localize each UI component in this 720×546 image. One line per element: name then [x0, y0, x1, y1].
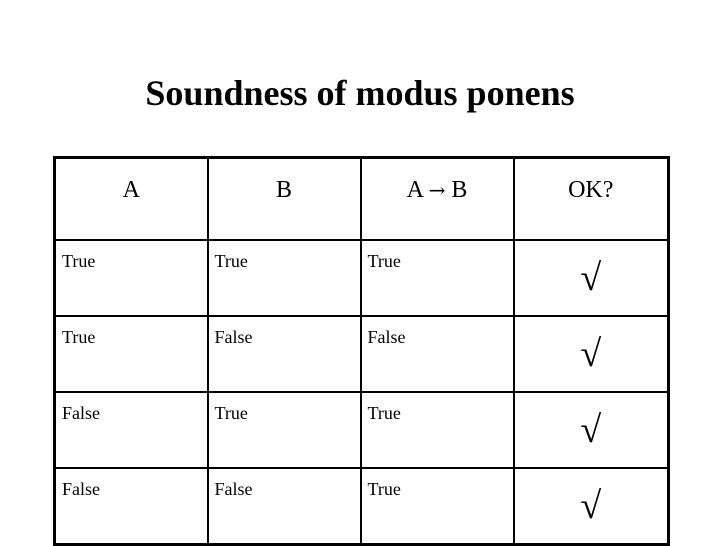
header-impl-right: B	[451, 177, 468, 203]
cell-a: False	[55, 392, 208, 468]
cell-a: True	[55, 240, 208, 316]
table-row	[55, 240, 669, 316]
checkmark-icon: √	[514, 392, 669, 468]
checkmark-icon: √	[514, 316, 669, 392]
cell-a: False	[55, 468, 208, 545]
table-row	[55, 316, 669, 392]
checkmark-icon: √	[514, 468, 669, 545]
cell-b: True	[208, 392, 361, 468]
table-row	[55, 468, 669, 545]
header-impl-left: A	[406, 177, 423, 203]
implication-arrow: →	[428, 178, 446, 202]
cell-implication: False	[361, 316, 514, 392]
cell-implication: True	[361, 468, 514, 545]
cell-b: False	[208, 468, 361, 545]
cell-implication: True	[361, 240, 514, 316]
table-row	[55, 392, 669, 468]
truth-table	[53, 156, 670, 546]
slide-title: Soundness of modus ponens	[145, 73, 575, 113]
header-ok: OK?	[514, 158, 669, 241]
cell-a: True	[55, 316, 208, 392]
cell-b: True	[208, 240, 361, 316]
header-implication	[361, 158, 514, 241]
header-a: A	[55, 158, 208, 241]
checkmark-icon: √	[514, 240, 669, 316]
header-row	[55, 158, 669, 241]
cell-b: False	[208, 316, 361, 392]
cell-implication: True	[361, 392, 514, 468]
header-b: B	[208, 158, 361, 241]
